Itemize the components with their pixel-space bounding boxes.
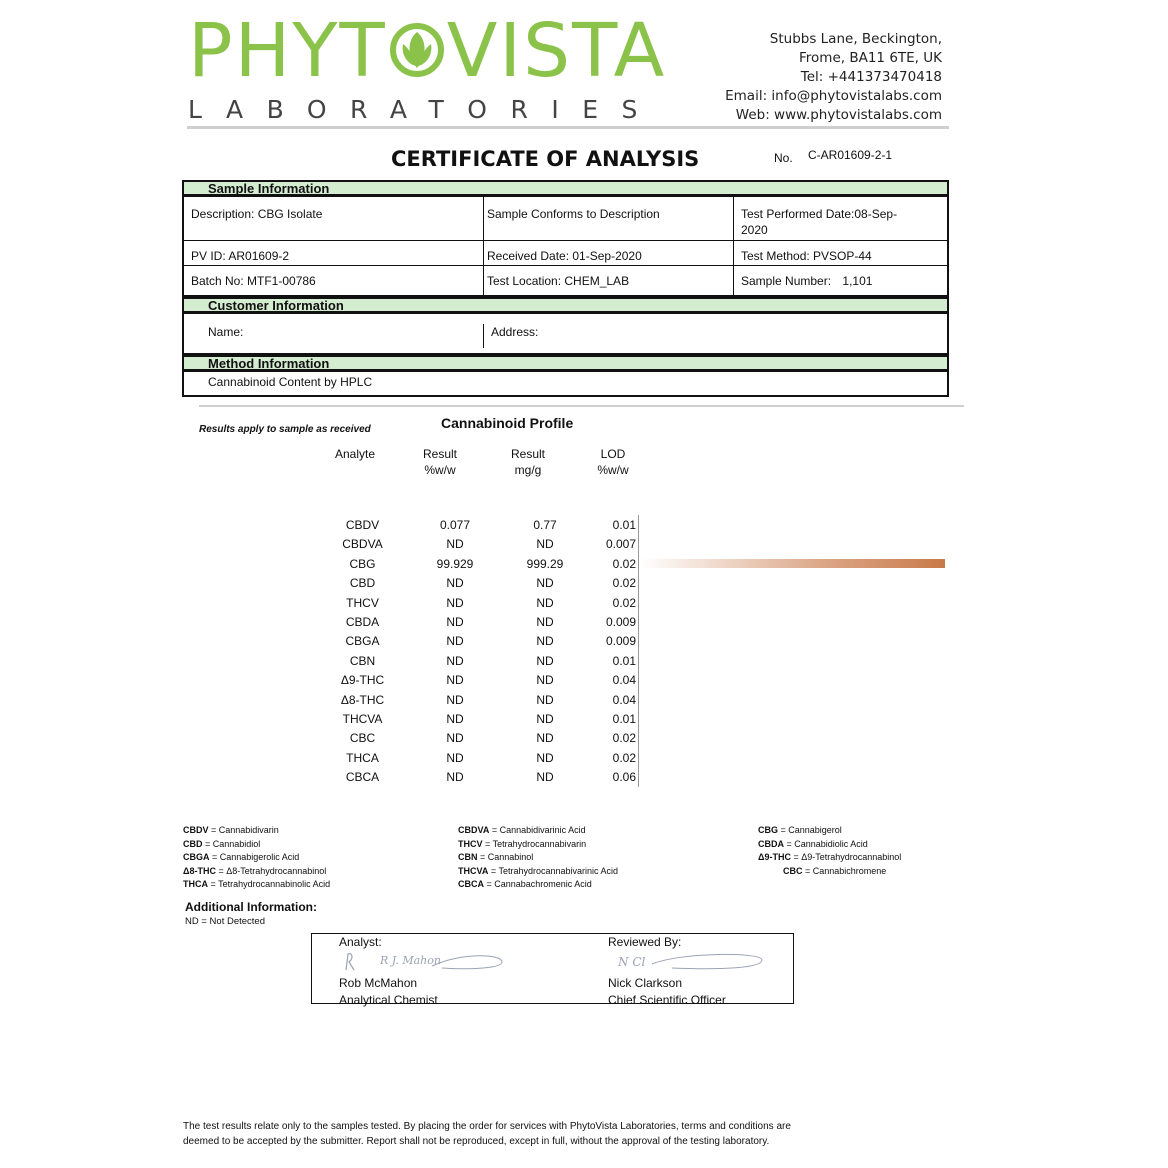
section-heading: Method Information (208, 356, 330, 371)
address-line: Frome, BA11 6TE, UK (799, 50, 942, 66)
result-mg-cell: ND (536, 750, 554, 765)
abbreviation-item (183, 838, 330, 852)
result-mg-cell: ND (536, 634, 554, 649)
email: Email: info@phytovistalabs.com (725, 88, 942, 104)
result-mg-cell: ND (536, 731, 554, 746)
col-divider (733, 197, 734, 295)
abbreviation-meaning: = Cannabidivarinic Acid (489, 825, 586, 835)
abbreviation-meaning: = Cannabidiolic Acid (784, 838, 868, 849)
logo-subtitle: LABORATORIES (188, 95, 661, 124)
section-heading: Sample Information (208, 181, 330, 196)
sample-conforms: Sample Conforms to Description (487, 207, 660, 221)
result-mg-cell: ND (536, 595, 554, 610)
reviewer-label: Reviewed By: (608, 935, 682, 949)
abbreviation-meaning: = Tetrahydrocannabivarin (482, 838, 587, 849)
col-head-lod (583, 446, 643, 478)
result-mg-cell: ND (536, 615, 554, 629)
result-pct-cell: ND (446, 653, 464, 668)
lod-cell: 0.01 (612, 653, 636, 668)
col-head-analyte (325, 446, 385, 462)
lod-cell: 0.02 (612, 595, 636, 610)
result-pct-cell: ND (446, 673, 464, 688)
page-title: CERTIFICATE OF ANALYSIS (391, 147, 700, 171)
sample-number-label: Sample Number: (741, 274, 832, 288)
test-location: Test Location: CHEM_LAB (487, 274, 630, 288)
result-pct-cell: ND (446, 615, 464, 629)
result-pct-cell: ND (446, 692, 464, 707)
abbreviation-meaning: = Cannabachromenic Acid (484, 879, 592, 889)
analyst-signature (342, 948, 507, 974)
logo (188, 8, 667, 94)
abbreviation-item (458, 878, 618, 892)
phone: Tel: +441373470418 (800, 69, 942, 85)
certificate-no-label: No. (774, 151, 793, 165)
abbreviation-code: CBD (183, 838, 203, 849)
abbreviation-item (183, 878, 330, 892)
lod-cell: 0.009 (605, 615, 636, 629)
leaf-logo-icon (389, 16, 445, 72)
result-pct-cell: 0.077 (439, 518, 471, 532)
result-pct-cell: ND (446, 634, 464, 649)
analyst-label: Analyst: (339, 935, 382, 949)
col-head-line: LOD (600, 447, 626, 461)
result-mg-cell: ND (536, 673, 554, 688)
col-head-result-mg (498, 446, 558, 478)
abbreviation-code: Δ8-THC (183, 865, 216, 876)
abbreviation-meaning: = Δ8-Tetrahydrocannabinol (215, 865, 327, 876)
additional-info-heading: Additional Information: (185, 900, 317, 914)
abbreviation-code: CBC (783, 865, 803, 876)
method-info-table (182, 370, 949, 397)
result-mg-cell: ND (536, 692, 554, 707)
row-divider (184, 240, 947, 241)
abbreviation-code: CBDA (758, 838, 784, 849)
logo-text-right: VISTA (446, 8, 667, 94)
analyte-cell: THCVA (342, 712, 383, 726)
abbreviation-code: THCVA (458, 865, 489, 876)
abbreviations-col2 (458, 824, 618, 892)
sample-number (741, 273, 872, 289)
received-date: Received Date: 01-Sep-2020 (487, 249, 642, 263)
abbreviation-code: THCV (458, 838, 483, 849)
abbreviations-col3 (758, 824, 901, 878)
abbreviation-code: CBDV (183, 825, 209, 835)
footer-line: The test results relate only to the samples tested. By placing the order for services with PhytoVista Laboratories, terms and conditions are (183, 1121, 791, 1132)
abbreviation-meaning: = Cannabichromene (802, 865, 887, 876)
reviewer-title: Chief Scientific Officer (608, 993, 726, 1007)
lod-cell: 0.02 (612, 731, 636, 746)
abbreviation-meaning: = Cannabigerolic Acid (209, 852, 300, 862)
lod-cell: 0.02 (612, 576, 636, 591)
result-mg-cell: ND (536, 770, 554, 785)
result-pct-cell: ND (446, 712, 464, 726)
col-divider (483, 324, 484, 348)
sample-info-table (182, 195, 949, 297)
pv-id: PV ID: AR01609-2 (191, 249, 290, 263)
reviewer-signature (612, 948, 767, 974)
lod-cell: 0.009 (605, 634, 636, 649)
abbreviation-item (758, 851, 901, 865)
result-mg-cell: 0.77 (533, 518, 557, 532)
analyte-cell: CBC (349, 731, 376, 746)
abbreviation-code: CBN (458, 852, 478, 862)
header-divider (187, 126, 949, 129)
reviewer-name: Nick Clarkson (608, 976, 683, 990)
analyte-cell: CBDV (345, 518, 380, 532)
lod-cell: 0.02 (612, 750, 636, 765)
certificate-no: C-AR01609-2-1 (808, 148, 893, 162)
col-head-unit: mg/g (514, 463, 542, 477)
test-date-line2: 2020 (741, 223, 768, 237)
batch-no: Batch No: MTF1-00786 (191, 274, 316, 288)
lod-cell: 0.06 (612, 770, 636, 785)
result-pct-cell: ND (446, 750, 464, 765)
lod-cell: 0.02 (612, 556, 636, 571)
method-info-header (182, 355, 949, 371)
sample-number-value: 1,101 (842, 274, 873, 288)
abbreviations-col1 (183, 824, 330, 892)
customer-name-label: Name: (208, 325, 244, 339)
analyte-cell: CBD (349, 576, 376, 591)
col-head-result-pct (410, 446, 470, 478)
abbreviation-meaning: = Cannabigerol (778, 825, 842, 835)
analyte-cell: Δ9-THC (340, 673, 385, 688)
footer-disclaimer (183, 1120, 943, 1149)
abbreviation-code: Δ9-THC (758, 852, 791, 862)
results-note: Results apply to sample as received (199, 424, 371, 435)
abbreviation-item (458, 865, 618, 879)
result-pct-cell: ND (446, 576, 464, 591)
col-head-line: Analyte (334, 447, 376, 461)
col-head-unit: %w/w (597, 463, 629, 477)
analyst-title: Analytical Chemist (339, 993, 438, 1007)
abbreviation-code: CBG (758, 825, 778, 835)
analyte-cell: Δ8-THC (340, 692, 385, 707)
abbreviation-item (758, 824, 901, 838)
result-pct-cell: ND (446, 595, 464, 610)
abbreviation-meaning: = Tetrahydrocannabinolic Acid (208, 879, 331, 889)
svg-text:N Cl: N Cl (618, 955, 646, 969)
sample-description: Description: CBG Isolate (191, 207, 323, 221)
analyte-cell: CBG (349, 556, 376, 571)
analyte-cell: CBN (349, 653, 376, 668)
row-divider (184, 265, 947, 266)
analyte-cell: CBGA (345, 634, 380, 649)
section-heading: Customer Information (208, 298, 344, 313)
col-head-line: Result (422, 447, 457, 461)
analyte-cell: CBDA (345, 615, 380, 629)
abbreviation-item (458, 838, 618, 852)
lab-address (725, 30, 942, 125)
abbreviation-item (458, 851, 618, 865)
analyst-name: Rob McMahon (339, 976, 418, 990)
col-head-unit: %w/w (424, 463, 456, 477)
result-mg-cell: ND (536, 576, 554, 591)
abbreviation-item (758, 865, 901, 879)
abbreviation-item (183, 851, 330, 865)
customer-info-table (182, 312, 949, 355)
lod-cell: 0.04 (612, 692, 636, 707)
abbreviation-item (183, 865, 330, 879)
result-pct-cell: ND (446, 770, 464, 785)
analyte-cell: CBCA (345, 770, 380, 785)
abbreviation-meaning: = Cannabinol (477, 852, 534, 862)
lod-cell: 0.01 (612, 712, 636, 726)
abbreviation-item (458, 824, 618, 838)
address-line: Stubbs Lane, Beckington, (769, 31, 942, 47)
test-method: Test Method: PVSOP-44 (741, 249, 872, 263)
lod-axis-line (638, 515, 639, 787)
result-mg-cell: ND (536, 537, 554, 552)
col-head-line: Result (510, 447, 545, 461)
abbreviation-meaning: = Cannabidivarin (208, 825, 279, 835)
customer-info-header (182, 297, 949, 313)
analyte-cell: THCA (346, 750, 379, 765)
section-divider (199, 405, 964, 407)
abbreviation-item (183, 824, 330, 838)
website: Web: www.phytovistalabs.com (735, 107, 942, 123)
abbreviation-code: THCA (183, 879, 208, 889)
result-pct-cell: ND (446, 731, 464, 746)
result-mg-cell: 999.29 (526, 556, 564, 571)
test-date-line1: Test Performed Date:08-Sep- (741, 207, 898, 221)
abbreviation-code: CBGA (183, 852, 210, 862)
abbreviation-item (758, 838, 901, 852)
analyte-cell: CBDVA (342, 537, 383, 552)
col-divider (483, 197, 484, 295)
svg-text:R J. Mahon: R J. Mahon (380, 954, 441, 967)
sample-info-header (182, 180, 949, 196)
cbg-result-bar (640, 559, 945, 568)
method-description: Cannabinoid Content by HPLC (208, 375, 373, 389)
result-mg-cell: ND (536, 653, 554, 668)
logo-text-left: PHYT (188, 8, 387, 94)
result-mg-cell: ND (536, 712, 554, 726)
signature-box (311, 933, 794, 1007)
lod-cell: 0.01 (612, 518, 636, 532)
abbreviation-code: CBCA (458, 879, 484, 889)
profile-title: Cannabinoid Profile (441, 415, 574, 431)
test-performed-date (741, 206, 897, 238)
abbreviation-meaning: = Tetrahydrocannabivarinic Acid (488, 865, 619, 876)
analyte-cell: THCV (346, 595, 379, 610)
lod-cell: 0.007 (605, 537, 636, 552)
abbreviation-meaning: = Cannabidiol (202, 838, 261, 849)
customer-address-label: Address: (491, 325, 539, 339)
result-pct-cell: 99.929 (436, 556, 474, 571)
abbreviation-code: CBDVA (458, 825, 490, 835)
nd-note: ND = Not Detected (185, 916, 265, 927)
result-pct-cell: ND (446, 537, 464, 552)
lod-cell: 0.04 (612, 673, 636, 688)
footer-line: deemed to be accepted by the submitter. Report shall not be reproduced, except in full, without the approval of the testing laboratory. (183, 1135, 770, 1147)
abbreviation-meaning: = Δ9-Tetrahydrocannabinol (790, 852, 902, 862)
